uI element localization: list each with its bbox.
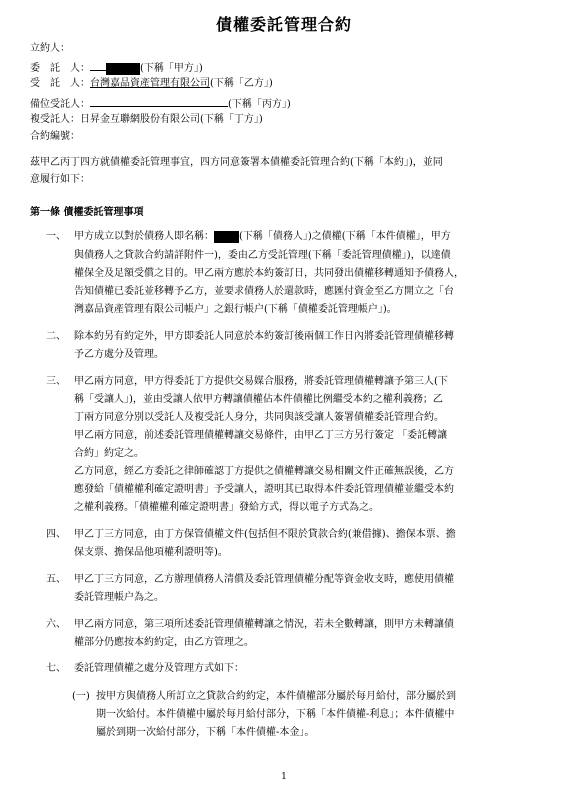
parties-header: 立約人： xyxy=(30,43,70,54)
item-number: 二、 xyxy=(46,331,66,342)
item-1-line: 與債務人之貸款合約請詳附件一)，委由乙方受託管理(下稱「委託管理債權」)，以達債 xyxy=(74,250,451,261)
preamble-line: 意履行如下： xyxy=(30,174,90,185)
item-3-line: 合約」約定之。 xyxy=(74,448,144,459)
item-5-line: 甲乙丁三方同意，乙方辦理債務人清償及委託管理債權分配等資金收支時，應使用債權 xyxy=(74,574,454,585)
item-1-line-text: (下稱「債務人」)之債權(下稱「本件債權」，甲方 xyxy=(239,231,451,242)
agent-line xyxy=(30,77,273,90)
item-5-line: 委託管理帳户為之。 xyxy=(74,592,164,603)
subagent-name: 日昇金互聯網股份有限公司(下稱「丁方」) xyxy=(80,114,263,125)
item-number: 一、 xyxy=(46,231,66,242)
document-title: 債權委託管理合約 xyxy=(215,15,352,34)
subitem-line: 屬於到期一次給付部分，下稱「本件債權-本金」。 xyxy=(96,727,315,738)
item-3-line: 乙方同意，經乙方委託之律師確認丁方提供之債權轉讓交易相關文件正確無誤後，乙方 xyxy=(74,466,454,477)
item-number: 七、 xyxy=(46,663,66,674)
article-1-heading: 第一條 債權委託管理事項 xyxy=(30,207,144,218)
item-2-line: 予乙方處分及管理。 xyxy=(74,349,164,360)
item-1-line-text: 甲方成立以對於債務人即名稱： xyxy=(74,231,214,242)
principal-line xyxy=(30,59,203,75)
item-6-line: 甲乙兩方同意，第三項所述委託管理債權轉讓之情況，若未全數轉讓，則甲方未轉讓債 xyxy=(74,619,454,630)
debtor-name-redaction xyxy=(214,231,239,243)
backup-agent-label: 備位受託人： xyxy=(30,99,90,110)
item-1-line: 權保全及足額受償之目的。甲乙兩方應於本約簽訂日，共同發出債權移轉通知予債務人， xyxy=(74,268,464,279)
item-3-line: 之權利義務。「債權權利確定證明書」發給方式，得以電子方式為之。 xyxy=(74,502,379,513)
contract-number-label: 合約編號： xyxy=(30,131,80,142)
item-4-line: 保支票、擔保品他項權利證明等)。 xyxy=(74,547,228,558)
item-1-line: 告知債權已委託並移轉予乙方，並要求債務人於還款時，應匯付資金至乙方開立之「台 xyxy=(74,286,454,297)
item-3-line: 甲乙兩方同意，前述委託管理債權轉讓交易條件，由甲乙丁三方另行簽定 「委託轉讓 xyxy=(74,430,448,441)
item-3-line: 甲乙兩方同意，甲方得委託丁方提供交易媒合服務，將委託管理債權轉讓予第三人(下 xyxy=(74,376,448,387)
principal-name-underline xyxy=(90,59,106,71)
item-1-line xyxy=(74,230,451,243)
principal-label: 委 託 人： xyxy=(30,63,90,74)
item-4-line: 甲乙丁三方同意，由丁方保管債權文件(包括但不限於貸款合約(兼借據)、擔保本票、擔 xyxy=(74,529,456,540)
preamble-line: 茲甲乙丙丁四方就債權委託管理事宜，四方同意簽署本債權委託管理合約(下稱「本約」)，並同 xyxy=(30,157,443,168)
item-1-line: 灣嘉品資產管理有限公司帳户」之銀行帳户(下稱「債權委託管理帳户」)。 xyxy=(74,304,397,315)
subitem-line: 期一次給付。本件債權中屬於每月給付部分，下稱「本件債權-利息」；本件債權中 xyxy=(96,709,455,720)
subitem-number: (一) xyxy=(72,691,90,702)
item-number: 五、 xyxy=(46,574,66,585)
item-7-line: 委託管理債權之處分及管理方式如下： xyxy=(74,663,244,674)
page-number: 1 xyxy=(281,772,287,782)
backup-agent-suffix: (下稱「丙方」) xyxy=(228,99,291,110)
item-3-line: 丁兩方同意分別以受託人及複受託人身分，共同與該受讓人簽署債權委託管理合約。 xyxy=(74,412,444,423)
item-number: 三、 xyxy=(46,376,66,387)
agent-suffix: (下稱「乙方」) xyxy=(210,78,273,89)
agent-name: 台灣嘉品資產管理有限公司 xyxy=(90,78,210,89)
item-2-line: 除本約另有約定外，甲方即委託人同意於本約簽訂後兩個工作日內將委託管理債權移轉 xyxy=(74,331,454,342)
subitem-line: 按甲方與債務人所訂立之貸款合約約定，本件債權部分屬於每月給付，部分屬於到 xyxy=(96,691,456,702)
backup-agent-line xyxy=(30,95,291,111)
item-number: 六、 xyxy=(46,619,66,630)
principal-suffix: (下稱「甲方」) xyxy=(140,63,203,74)
item-6-line: 權部分仍應按本約約定，由乙方管理之。 xyxy=(74,637,254,648)
subagent-label: 複受託人： xyxy=(30,114,80,125)
item-3-line: 應發給「債權權利確定證明書」予受讓人，證明其已取得本件委託管理債權並繼受本約 xyxy=(74,484,454,495)
principal-name-redaction xyxy=(106,63,140,75)
item-3-line: 稱「受讓人」)，並由受讓人依甲方轉讓債權佔本件債權比例繼受本約之權利義務；乙 xyxy=(74,394,443,405)
agent-label: 受 託 人： xyxy=(30,78,90,89)
backup-agent-blank xyxy=(90,95,228,107)
item-number: 四、 xyxy=(46,529,66,540)
subagent-line xyxy=(30,113,263,126)
